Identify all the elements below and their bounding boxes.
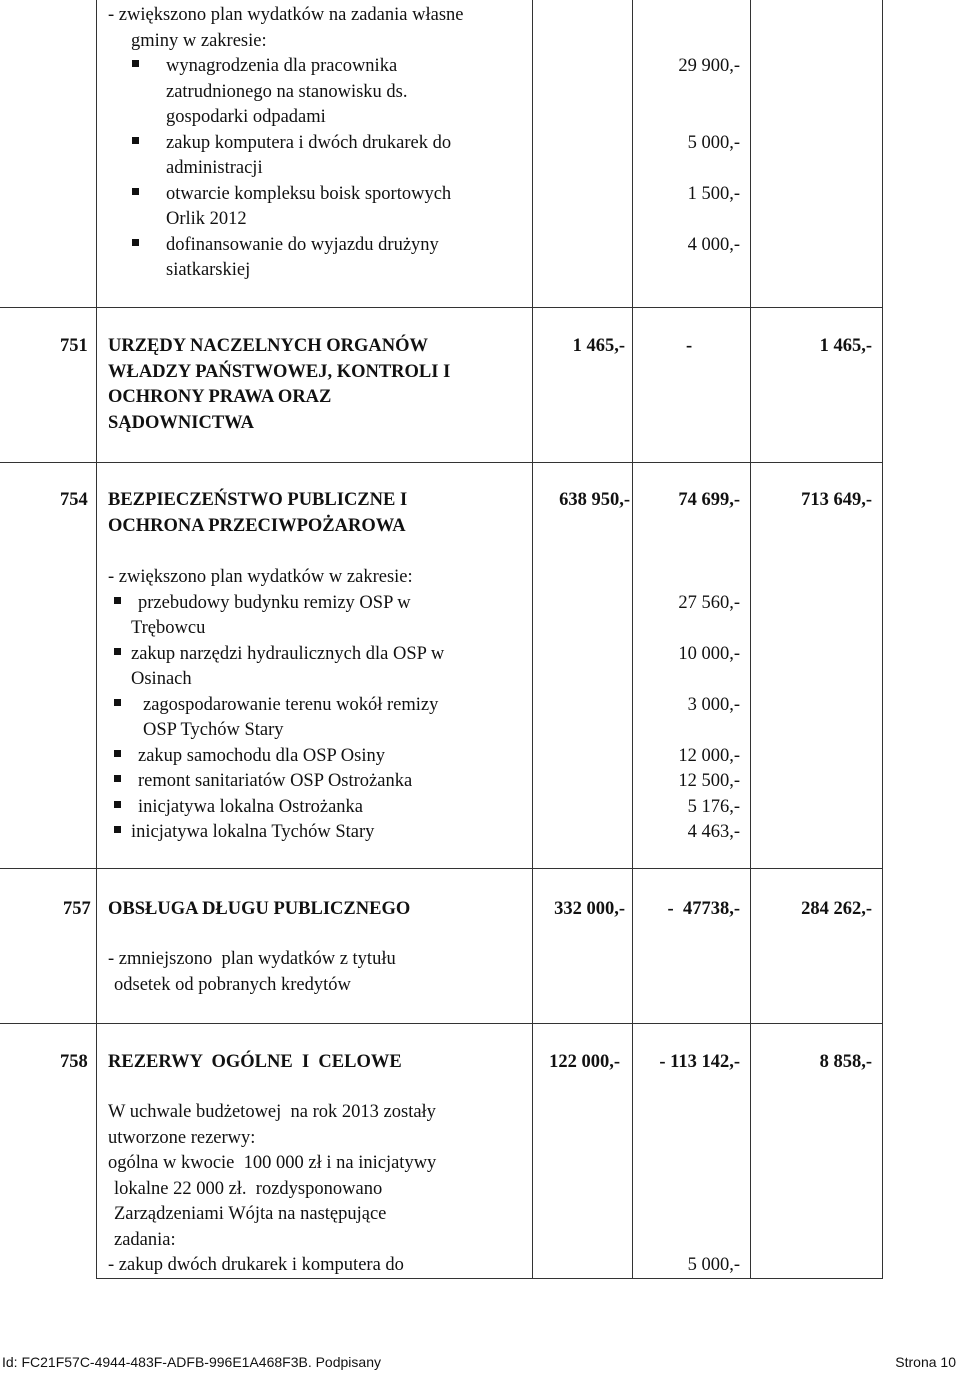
detail-text: dofinansowanie do wyjazdu drużyny [166,234,439,255]
after-change-cell: 8 858,- [819,1052,872,1072]
detail-text: administracji [166,158,263,178]
detail-text: - zwiększono plan wydatków w zakresie: [108,567,413,587]
amount-cell: 12 500,- [678,771,740,791]
detail-text: remont sanitariatów OSP Ostrożanka [138,771,413,791]
detail-text: odsetek od pobranych kredytów [114,974,351,995]
section-code: 754 [60,490,88,510]
detail-text: lokalne 22 000 zł. rozdysponowano [114,1178,383,1199]
detail-text: zagospodarowanie terenu wokół remizy [143,694,439,715]
detail-text: zadania: [114,1229,176,1250]
change-cell: 74 699,- [678,490,740,510]
section-code: 758 [60,1052,88,1072]
column-divider [750,0,751,1279]
detail-text: W uchwale budżetowej na rok 2013 zostały [108,1102,436,1122]
section-title: OCHRONY PRAWA ORAZ [108,387,332,407]
row-divider [0,1023,882,1024]
detail-text: wynagrodzenia dla pracownika [166,56,398,76]
row-divider [0,307,882,308]
square-bullet-icon [114,597,121,604]
table-border-left [96,0,97,1279]
amount-cell: 27 560,- [678,592,740,613]
after-change-cell: 713 649,- [801,490,872,510]
document-id-footer: Id: FC21F57C-4944-483F-ADFB-996E1A468F3B. Podpisany [2,1354,381,1370]
amount-cell: 5 000,- [687,132,740,153]
section-title: OCHRONA PRZECIWPOŻAROWA [108,515,406,536]
detail-text: - zwiększono plan wydatków na zadania własne [108,5,464,25]
square-bullet-icon [132,60,139,67]
detail-text: gminy w zakresie: [131,30,267,51]
section-title: REZERWY OGÓLNE I CELOWE [108,1052,402,1072]
change-cell: - [686,336,693,356]
amount-cell: 12 000,- [678,745,740,766]
amount-cell: 10 000,- [678,643,740,664]
amount-cell: 29 900,- [678,56,740,76]
square-bullet-icon [114,750,121,757]
detail-text: Trębowcu [131,618,206,638]
detail-text: utworzone rezerwy: [108,1127,256,1148]
change-cell: - 47738,- [667,899,740,919]
plan-cell: 1 465,- [572,336,625,356]
detail-text: Zarządzeniami Wójta na następujące [114,1204,387,1224]
detail-text: gospodarki odpadami [166,107,326,127]
detail-text: - zakup dwóch drukarek i komputera do [108,1255,404,1275]
row-divider [0,462,882,463]
detail-text: zakup narzędzi hydraulicznych dla OSP w [131,643,445,664]
detail-text: zakup komputera i dwóch drukarek do [166,132,452,153]
detail-text: siatkarskiej [166,260,251,280]
section-code: 757 [63,899,91,919]
detail-text: OSP Tychów Stary [143,720,284,740]
detail-text: - zmniejszono plan wydatków z tytułu [108,949,396,969]
section-title: BEZPIECZEŃSTWO PUBLICZNE I [108,490,408,510]
square-bullet-icon [114,775,121,782]
change-cell: - 113 142,- [659,1052,740,1072]
square-bullet-icon [114,801,121,808]
detail-text: inicjatywa lokalna Tychów Stary [131,822,375,842]
after-change-cell: 284 262,- [801,899,872,919]
detail-text: Orlik 2012 [166,209,247,229]
amount-cell: 4 463,- [687,822,740,842]
after-change-cell: 1 465,- [819,336,872,356]
section-code: 751 [60,336,88,356]
detail-text: zakup samochodu dla OSP Osiny [138,745,385,766]
square-bullet-icon [132,137,139,144]
amount-cell: 1 500,- [687,183,740,204]
amount-cell: 5 000,- [687,1255,740,1275]
detail-text: inicjatywa lokalna Ostrożanka [138,796,363,817]
column-divider [532,0,533,1279]
detail-text: przebudowy budynku remizy OSP w [138,592,411,613]
section-title: OBSŁUGA DŁUGU PUBLICZNEGO [108,899,411,919]
detail-text: ogólna w kwocie 100 000 zł i na inicjatywy [108,1153,437,1173]
square-bullet-icon [114,648,121,655]
detail-text: zatrudnionego na stanowisku ds. [166,81,408,102]
section-title: SĄDOWNICTWA [108,412,254,433]
plan-cell: 332 000,- [554,899,625,919]
square-bullet-icon [132,239,139,246]
amount-cell: 4 000,- [687,234,740,255]
square-bullet-icon [132,188,139,195]
section-title: URZĘDY NACZELNYCH ORGANÓW [108,336,429,356]
amount-cell: 3 000,- [687,694,740,715]
row-divider [0,868,882,869]
square-bullet-icon [114,699,121,706]
plan-cell: 638 950,- [559,490,630,510]
table-border-right [882,0,883,1279]
square-bullet-icon [114,826,121,833]
amount-cell: 5 176,- [687,796,740,817]
column-divider [632,0,633,1279]
page-number: Strona 10 [895,1354,956,1370]
detail-text: otwarcie kompleksu boisk sportowych [166,183,452,204]
section-title: WŁADZY PAŃSTWOWEJ, KONTROLI I [108,361,451,382]
detail-text: Osinach [131,669,192,689]
plan-cell: 122 000,- [549,1052,620,1072]
